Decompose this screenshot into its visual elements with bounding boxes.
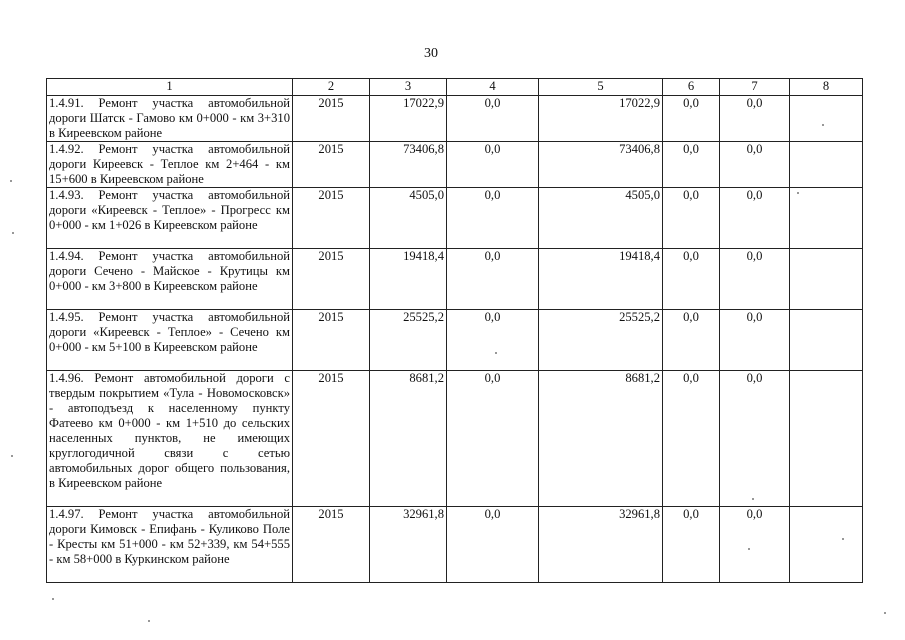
- total-cell: 4505,0: [370, 188, 447, 249]
- column-header: 5: [539, 79, 663, 96]
- value-cell: 0,0: [447, 310, 539, 371]
- column-header: 6: [663, 79, 720, 96]
- description-cell: 1.4.97. Ремонт участка автомобильной дороги Кимовск - Епифань - Куликово Поле - Кресты км 51+000 - км 52+339, км 54+555 - км 58+000 в Куркинском районе: [47, 507, 293, 583]
- value-cell: 0,0: [663, 96, 720, 142]
- value-cell: 4505,0: [539, 188, 663, 249]
- value-cell: 0,0: [720, 142, 790, 188]
- total-cell: 19418,4: [370, 249, 447, 310]
- year-cell: 2015: [293, 96, 370, 142]
- description-cell: 1.4.93. Ремонт участка автомобильной дороги «Киреевск - Теплое» - Прогресс км 0+000 - км 1+026 в Киреевском районе: [47, 188, 293, 249]
- year-cell: 2015: [293, 310, 370, 371]
- scan-speck: [842, 538, 844, 540]
- value-cell: [790, 249, 863, 310]
- scan-speck: [10, 180, 12, 182]
- value-cell: 0,0: [720, 96, 790, 142]
- scan-speck: [752, 498, 754, 500]
- value-cell: 25525,2: [539, 310, 663, 371]
- year-cell: 2015: [293, 142, 370, 188]
- scan-speck: [12, 232, 14, 234]
- year-cell: 2015: [293, 188, 370, 249]
- value-cell: [790, 96, 863, 142]
- value-cell: 0,0: [447, 188, 539, 249]
- value-cell: 0,0: [447, 142, 539, 188]
- table-row: [47, 188, 863, 249]
- value-cell: 0,0: [663, 142, 720, 188]
- scan-speck: [495, 352, 497, 354]
- total-cell: 73406,8: [370, 142, 447, 188]
- value-cell: 0,0: [663, 371, 720, 507]
- value-cell: [790, 507, 863, 583]
- value-cell: [790, 188, 863, 249]
- description-cell: 1.4.94. Ремонт участка автомобильной дороги Сечено - Майское - Крутицы км 0+000 - км 3+800 в Киреевском районе: [47, 249, 293, 310]
- value-cell: 32961,8: [539, 507, 663, 583]
- description-cell: 1.4.92. Ремонт участка автомобильной дороги Киреевск - Теплое км 2+464 - км 15+600 в Киреевском районе: [47, 142, 293, 188]
- value-cell: 0,0: [663, 188, 720, 249]
- column-header: 4: [447, 79, 539, 96]
- value-cell: 0,0: [720, 249, 790, 310]
- scan-speck: [52, 598, 54, 600]
- total-cell: 25525,2: [370, 310, 447, 371]
- value-cell: [790, 142, 863, 188]
- total-cell: 8681,2: [370, 371, 447, 507]
- scan-speck: [11, 455, 13, 457]
- budget-table: [46, 78, 863, 583]
- description-cell: 1.4.91. Ремонт участка автомобильной дороги Шатск - Гамово км 0+000 - км 3+310 в Киреевском районе: [47, 96, 293, 142]
- value-cell: 0,0: [447, 96, 539, 142]
- page-number: 30: [424, 46, 438, 61]
- value-cell: 0,0: [447, 371, 539, 507]
- value-cell: 0,0: [720, 310, 790, 371]
- value-cell: 0,0: [720, 188, 790, 249]
- value-cell: 0,0: [447, 507, 539, 583]
- table-row: [47, 507, 863, 583]
- value-cell: 19418,4: [539, 249, 663, 310]
- value-cell: 0,0: [447, 249, 539, 310]
- description-cell: 1.4.96. Ремонт автомобильной дороги с твердым покрытием «Тула - Новомосковск» - автоподъезд к населенному пункту Фатеево км 0+000 - км 1+510 до сельских населенных пунктов, не имеющих круглогодичной связи с сетью автомобильных дорог общего пользования, в Киреевском районе: [47, 371, 293, 507]
- value-cell: [790, 371, 863, 507]
- scan-speck: [797, 192, 799, 194]
- scan-speck: [748, 548, 750, 550]
- total-cell: 17022,9: [370, 96, 447, 142]
- total-cell: 32961,8: [370, 507, 447, 583]
- column-header: 8: [790, 79, 863, 96]
- scan-speck: [148, 620, 150, 622]
- year-cell: 2015: [293, 507, 370, 583]
- value-cell: 0,0: [663, 310, 720, 371]
- year-cell: 2015: [293, 249, 370, 310]
- description-cell: 1.4.95. Ремонт участка автомобильной дороги «Киреевск - Теплое» - Сечено км 0+000 - км 5+100 в Киреевском районе: [47, 310, 293, 371]
- header-row: [47, 79, 863, 96]
- year-cell: 2015: [293, 371, 370, 507]
- value-cell: [790, 310, 863, 371]
- column-header: 7: [720, 79, 790, 96]
- value-cell: 0,0: [663, 249, 720, 310]
- column-header: 3: [370, 79, 447, 96]
- value-cell: 0,0: [720, 371, 790, 507]
- column-header: 1: [47, 79, 293, 96]
- value-cell: 0,0: [720, 507, 790, 583]
- table-row: [47, 310, 863, 371]
- value-cell: 73406,8: [539, 142, 663, 188]
- scan-speck: [884, 612, 886, 614]
- column-header: 2: [293, 79, 370, 96]
- table-row: [47, 371, 863, 507]
- scan-speck: [822, 124, 824, 126]
- table-row: [47, 142, 863, 188]
- value-cell: 8681,2: [539, 371, 663, 507]
- value-cell: 17022,9: [539, 96, 663, 142]
- table-row: [47, 96, 863, 142]
- table-row: [47, 249, 863, 310]
- value-cell: 0,0: [663, 507, 720, 583]
